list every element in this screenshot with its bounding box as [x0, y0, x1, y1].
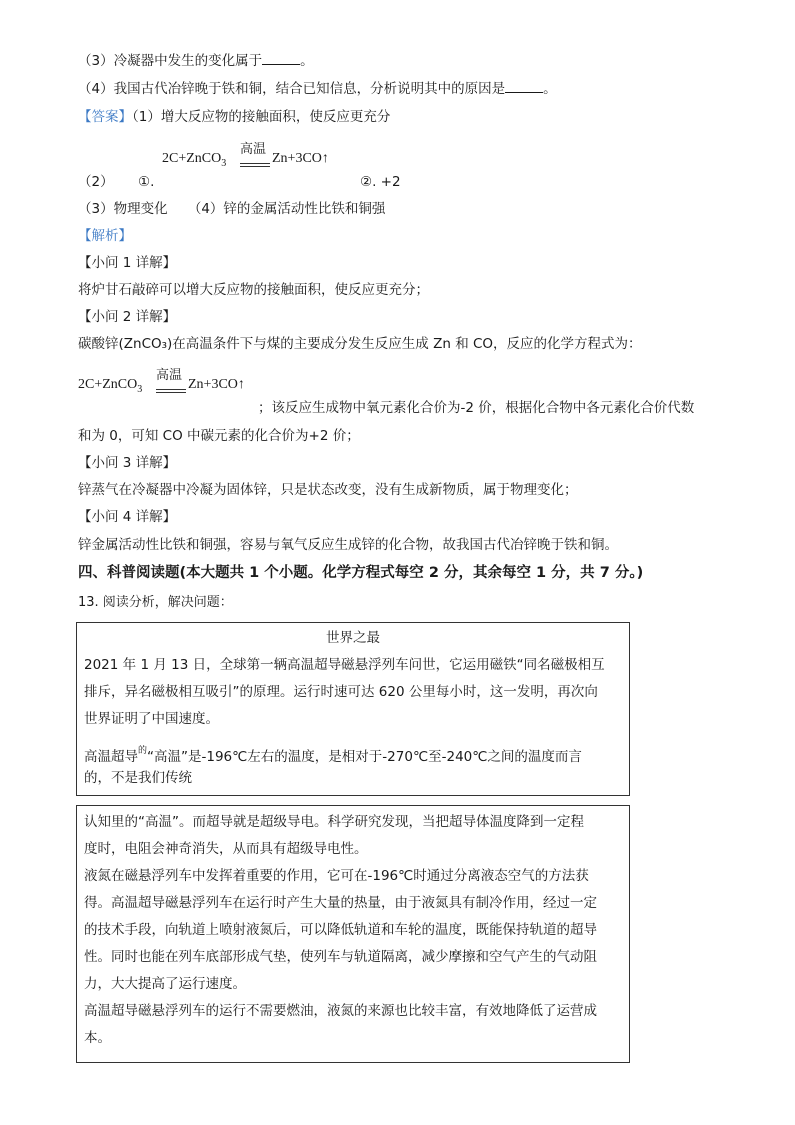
sub-question-3-title: 【小问 3 详解】: [78, 455, 177, 471]
reading-line: 性。同时也能在列车底部形成气垫，使列车与轨道隔离，减少摩擦和空气产生的气动阻: [84, 949, 597, 965]
reading-box-1: [76, 622, 630, 796]
answer-line-1: 【答案】（1）增大反应物的接触面积，使反应更充分: [78, 109, 391, 125]
answer-tag: 【答案】: [78, 109, 132, 125]
reaction-condition: 高温: [156, 368, 183, 383]
reading-line: 度时，电阻会神奇消失，从而具有超级导电性。: [84, 841, 368, 857]
answer-line-3-4: （3）物理变化 （4）锌的金属活动性比铁和铜强: [78, 201, 386, 217]
reading-line: 力，大大提高了运行速度。: [84, 976, 246, 992]
section-4-heading: 四、科普阅读题(本大题共 1 个小题。化学方程式每空 2 分，其余每空 1 分，共 7 分。): [78, 565, 644, 581]
sub-question-4-text: 锌金属活动性比铁和铜强，容易与氧气反应生成锌的化合物，故我国古代冶锌晚于铁和铜。: [78, 537, 618, 553]
reading-line: 液氮在磁悬浮列车中发挥着重要的作用，它可在-196℃时通过分离液态空气的方法获: [84, 868, 589, 884]
answer-2-label: （2）: [78, 174, 114, 190]
question-13: 13. 阅读分析，解决问题：: [78, 595, 233, 610]
sub-question-3-text: 锌蒸气在冷凝器中冷凝为固体锌，只是状态改变，没有生成新物质，属于物理变化；: [78, 482, 578, 498]
sub-question-2-title: 【小问 2 详解】: [78, 309, 177, 325]
sub-question-2-text: 碳酸锌(ZnCO₃)在高温条件下与煤的主要成分发生反应生成 Zn 和 CO，反应的化学方程式为：: [78, 336, 642, 352]
chemical-equation-1: 2C+ZnCO$_3$ 高温 Zn+3CO↑: [162, 138, 362, 174]
reading-line: 本。: [84, 1030, 111, 1046]
reading-line: 高温超导磁悬浮列车的运行不需要燃油，液氮的来源也比较丰富，有效地降低了运营成: [84, 1003, 597, 1019]
equals-bar: [156, 389, 186, 390]
equals-bar: [240, 166, 270, 167]
reading-box-2: [76, 805, 630, 1063]
reading-line: 的技术手段，向轨道上喷射液氮后，可以降低轨道和车轮的温度，既能保持轨道的超导: [84, 922, 597, 938]
reading-line: 世界证明了中国速度。: [84, 711, 219, 727]
reading-line: 认知里的“高温”。而超导就是超级导电。科学研究发现，当把超导体温度降到一定程: [84, 814, 584, 830]
sub-question-1-title: 【小问 1 详解】: [78, 255, 177, 271]
sub-question-2-text-2: ；该反应生成物中氧元素化合价为-2 价，根据化合物中各元素化合价代数: [258, 400, 695, 416]
sub-question-4-title: 【小问 4 详解】: [78, 509, 177, 525]
question-3: （3）冷凝器中发生的变化属于 。: [78, 53, 314, 69]
reading-line: 排斥，异名磁极相互吸引”的原理。运行时速可达 620 公里每小时，这一发明，再次向: [84, 684, 598, 700]
sub-question-2-text-3: 和为 0，可知 CO 中碳元素的化合价为+2 价；: [78, 428, 360, 444]
reading-line: 2021 年 1 月 13 日，全球第一辆高温超导磁悬浮列车问世，它运用磁铁“同名磁极相互: [84, 657, 605, 673]
equals-bar: [156, 392, 186, 393]
answer-2-blank-1: ①.: [138, 174, 155, 190]
reading-box-title: 世界之最: [326, 630, 380, 646]
reading-line: 高温超导$^的$“高温”是-196℃左右的温度，是相对于-270℃至-240℃之间的温度而言: [84, 746, 582, 765]
equals-bar: [240, 163, 270, 164]
chemical-equation-2: 2C+ZnCO$_3$ 高温 Zn+3CO↑: [78, 364, 278, 400]
sub-question-1-text: 将炉甘石敲碎可以增大反应物的接触面积，使反应更充分；: [78, 282, 429, 298]
answer-blank: [262, 52, 300, 65]
answer-2-blank-2: ②. +2: [360, 174, 401, 190]
reading-line: 的，不是我们传统: [84, 770, 192, 786]
analysis-tag: 【解析】: [78, 228, 132, 244]
question-4: （4）我国古代冶锌晚于铁和铜，结合已知信息，分析说明其中的原因是 。: [78, 81, 557, 97]
reaction-condition: 高温: [240, 142, 267, 157]
reading-line: 得。高温超导磁悬浮列车在运行时产生大量的热量，由于液氮具有制冷作用，经过一定: [84, 895, 597, 911]
answer-blank: [505, 80, 543, 93]
